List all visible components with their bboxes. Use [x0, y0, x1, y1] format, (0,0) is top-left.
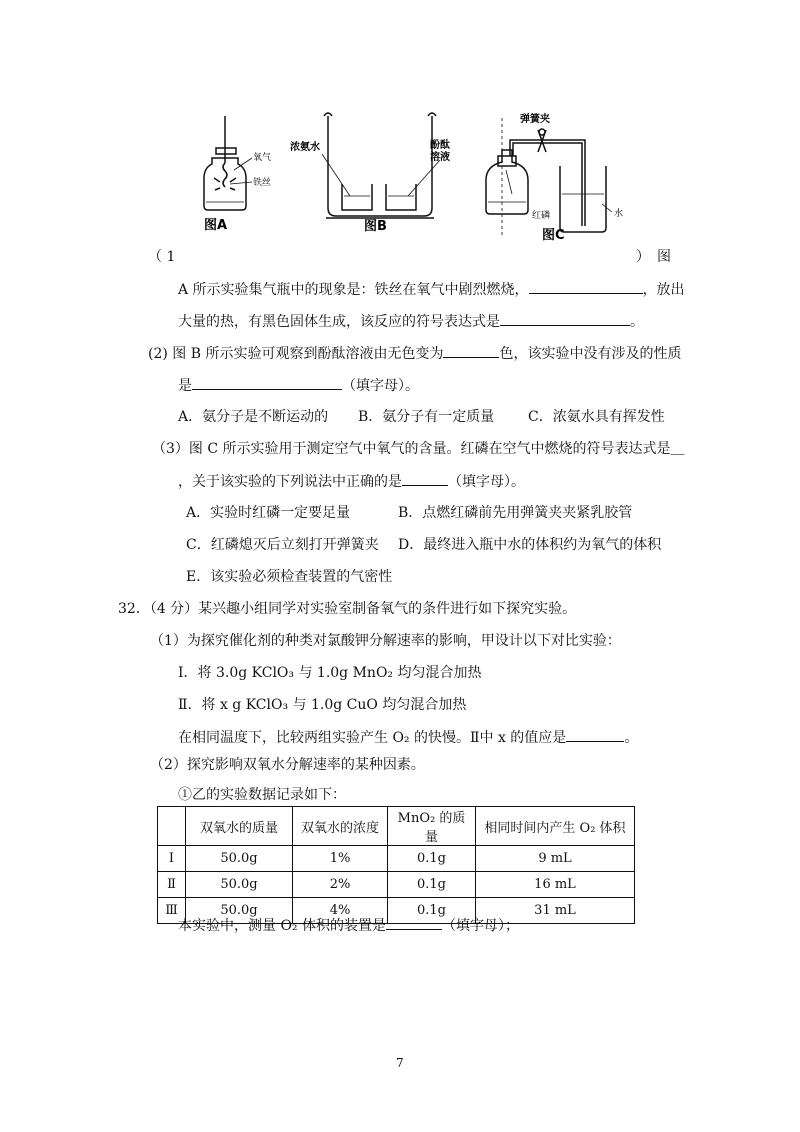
q31-part1-text-a: A 所示实验集气瓶中的现象是：铁丝在氧气中剧烈燃烧， [178, 282, 529, 298]
table-cell: 9 mL [476, 846, 635, 872]
table-header-cell: 相同时间内产生 O₂ 体积 [476, 807, 635, 846]
table-cell: 2% [293, 872, 388, 898]
q31-part3-text-a: ，关于该实验的下列说法中正确的是 [178, 474, 402, 490]
q31-part1-line1 [178, 278, 685, 299]
figure-b-label: 图B [364, 219, 387, 234]
figure-c-clip-label: 弹簧夹 [520, 114, 550, 125]
table-cell: 50.0g [186, 872, 293, 898]
q32-part2-title: （2）探究影响双氧水分解速率的某种因素。 [150, 757, 425, 773]
table-cell: Ⅲ [158, 898, 186, 924]
figure-a-wire-label: 铁丝 [253, 178, 272, 188]
q31-part1-text-c: 大量的热，有黑色固体生成，该反应的符号表达式是 [178, 314, 500, 330]
q32-part1-exp-i: Ⅰ．将 3.0g KClO₃ 与 1.0g MnO₂ 均匀混合加热 [178, 665, 482, 681]
q31-part3-option-b: B．点燃红磷前先用弹簧夹夹紧乳胶管 [398, 505, 633, 521]
q31-part3-option-c: C．红磷熄灭后立刻打开弹簧夹 [186, 537, 379, 553]
table-cell: 50.0g [186, 898, 293, 924]
figure-a-gas-label: 氧气 [253, 153, 272, 163]
figure-c-label: 图C [542, 228, 565, 243]
table-cell: 31 mL [476, 898, 635, 924]
table-cell: Ⅱ [158, 872, 186, 898]
table-row [158, 846, 635, 872]
table-header-cell: MnO₂ 的质量 [388, 807, 476, 846]
table-cell: 4% [293, 898, 388, 924]
table-header-cell: 双氧水的浓度 [293, 807, 388, 846]
q32-part2-subtitle: ①乙的实验数据记录如下： [178, 787, 346, 803]
q32-part2-question [178, 914, 519, 935]
table-cell: 1% [293, 846, 388, 872]
q31-part1-line2 [178, 310, 644, 331]
table-cell: 0.1g [388, 846, 476, 872]
q31-part3-line2 [178, 470, 525, 491]
q32-part1-question [178, 726, 638, 747]
figure-b-ammonia-label: 浓氨水 [290, 142, 320, 153]
q32-answer-blank-1[interactable] [566, 726, 624, 742]
table-cell: 50.0g [186, 846, 293, 872]
q32-part1-exp-ii: Ⅱ．将 x g KClO₃ 与 1.0g CuO 均匀混合加热 [178, 697, 467, 713]
q32-intro: 32．（4 分）某兴趣小组同学对实验室制备氧气的条件进行如下探究实验。 [118, 601, 577, 617]
q31-part3-option-e: E．该实验必须检查装置的气密性 [186, 569, 393, 585]
q31-part2-option-b: B．氨分子有一定质量 [358, 409, 495, 425]
table-header-row [158, 807, 635, 846]
experiment-data-table [157, 806, 635, 924]
experiment-figures [190, 108, 660, 248]
q31-part2-text-a: (2) 图 B 所示实验可观察到酚酞溶液由无色变为 [148, 346, 444, 362]
q31-part1-text-b: ，放出 [642, 282, 685, 298]
table-cell: 0.1g [388, 872, 476, 898]
q31-part2-option-a: A．氨分子是不断运动的 [178, 409, 329, 425]
table-row [158, 872, 635, 898]
q31-part3-line1: （3）图 C 所示实验用于测定空气中氧气的含量。红磷在空气中燃烧的符号表达式是＿ [152, 441, 685, 457]
figure-a-label: 图A [204, 218, 228, 233]
q31-part2-text-b: 色，该实验中没有涉及的性质 [499, 346, 682, 362]
table-cell: 16 mL [476, 872, 635, 898]
q32-part2-text-a: 本实验中，测量 O₂ 体积的装置是 [178, 918, 386, 934]
q31-answer-blank-2[interactable] [500, 310, 630, 326]
figure-b-phenol-label-2: 溶液 [430, 152, 450, 163]
table-cell: 0.1g [388, 898, 476, 924]
figure-c-water-label: 水 [614, 209, 624, 219]
q32-part1-text-a: 在相同温度下，比较两组实验产生 O₂ 的快慢。Ⅱ中 x 的值应是 [178, 730, 567, 746]
q32-part2-text-b: （填字母）； [442, 918, 519, 934]
q31-answer-blank-1[interactable] [529, 278, 643, 294]
table-header-cell [158, 807, 186, 846]
q31-part2-option-c: C．浓氨水具有挥发性 [528, 409, 665, 425]
table-cell: Ⅰ [158, 846, 186, 872]
page-number: 7 [396, 1056, 404, 1070]
q31-answer-blank-4[interactable] [192, 374, 342, 390]
table-header-cell: 双氧水的质量 [186, 807, 293, 846]
q31-part3-text-b: （填字母）。 [448, 474, 525, 490]
q31-part2-line1 [148, 342, 681, 363]
q31-part2-text-c: 是 [178, 378, 192, 394]
q31-answer-blank-3[interactable] [443, 342, 499, 358]
q31-part1-text-d: 。 [630, 314, 644, 330]
figures-drawing [190, 108, 660, 248]
q31-part3-option-a: A．实验时红磷一定要足量 [186, 505, 351, 521]
q32-part1-text-b: 。 [624, 730, 639, 746]
q32-part1-title: （1）为探究催化剂的种类对氯酸钾分解速率的影响，甲设计以下对比实验： [150, 633, 621, 649]
figure-a-drawing [204, 116, 252, 210]
q31-part1-open: （ 1 [148, 249, 176, 265]
q31-part1-close: ） 图 [636, 249, 671, 265]
q32-answer-blank-2[interactable] [386, 914, 442, 930]
q31-part2-line2 [178, 374, 419, 395]
figure-b-phenol-label-1: 酚酞 [430, 140, 450, 151]
q31-part3-option-d: D．最终进入瓶中水的体积约为氧气的体积 [398, 537, 662, 553]
figure-c-phosphorus-label: 红磷 [532, 211, 551, 221]
q31-part2-text-d: （填字母）。 [342, 378, 419, 394]
q31-answer-blank-5[interactable] [402, 470, 448, 486]
figure-b-drawing [322, 113, 440, 218]
